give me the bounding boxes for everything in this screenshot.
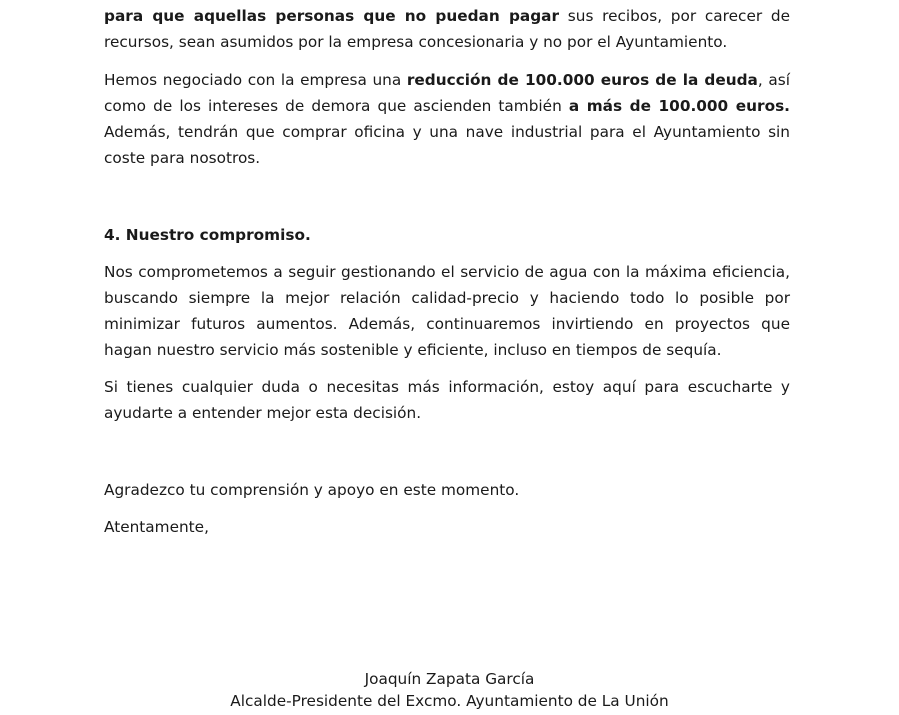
paragraph-negociacion-bold-2: a más de 100.000 euros. (568, 97, 790, 115)
paragraph-recibos (104, 3, 790, 55)
paragraph-negociacion-bold-1: reducción de 100.000 euros de la deuda (406, 71, 758, 89)
signature-title: Alcalde-Presidente del Excmo. Ayuntamiento de La Unión (230, 692, 669, 710)
section-heading-compromiso: 4. Nuestro compromiso. (104, 226, 311, 244)
closing-salutation: Atentamente, (104, 518, 209, 536)
paragraph-dudas: Si tienes cualquier duda o necesitas más información, estoy aquí para escucharte y ayudarte a entender mejor esta decisión. (104, 378, 790, 422)
signature-name: Joaquín Zapata García (364, 670, 535, 688)
paragraph-negociacion-text-1: Hemos negociado con la empresa una (104, 71, 407, 89)
paragraph-negociacion-text-3: Además, tendrán que comprar oficina y una nave industrial para el Ayuntamiento sin coste para nosotros. (104, 123, 790, 167)
paragraph-compromiso: Nos comprometemos a seguir gestionando el servicio de agua con la máxima eficiencia, buscando siempre la mejor relación calidad-precio y haciendo todo lo posible por minimizar futuros aumentos. Además, continuaremos invirtiendo en proyectos que hagan nuestro servicio más sostenible y eficiente, incluso en tiempos de sequía. (104, 263, 790, 359)
paragraph-negociacion (104, 67, 790, 171)
paragraph-recibos-bold: para que aquellas personas que no puedan pagar (104, 7, 560, 25)
closing-thanks: Agradezco tu comprensión y apoyo en este momento. (104, 481, 520, 499)
paragraph-recibos-text: sus recibos, por carecer de recursos, sean asumidos por la empresa concesionaria y no por el Ayuntamiento. (104, 7, 790, 51)
paragraph-negociacion-text-2: , así como de los intereses de demora que ascienden también (104, 71, 790, 115)
